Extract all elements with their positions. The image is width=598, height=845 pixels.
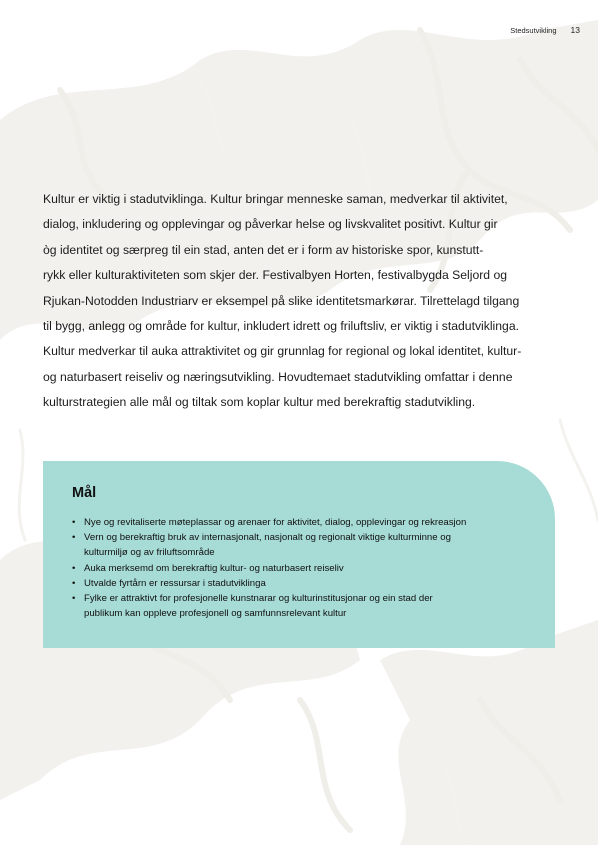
goals-box: [43, 461, 555, 648]
goal-item: [72, 515, 535, 530]
section-title: Stedsutvikling: [510, 26, 557, 35]
bullet-icon: •: [72, 593, 76, 605]
bullet-icon: •: [72, 577, 76, 589]
body-paragraph: [43, 187, 559, 416]
goals-list: [72, 515, 535, 621]
paragraph-line: òg identitet og særpreg til ein stad, anten det er i form av historiske spor, kunstutt-: [43, 242, 484, 257]
goal-item-line: Auka merksemd om berekraftig kultur- og naturbasert reiseliv: [84, 562, 344, 574]
paragraph-line: kulturstrategien alle mål og tiltak som koplar kultur med berekraftig stadutvikling.: [43, 395, 476, 410]
goal-item-line: Nye og revitaliserte møteplassar og arenaer for aktivitet, dialog, opplevingar og rekreasjon: [84, 517, 467, 528]
paragraph-line: og naturbasert reiseliv og næringsutvikling. Hovudtemaet stadutvikling omfattar i denne: [43, 369, 513, 384]
page-number: 13: [570, 25, 580, 35]
goal-item: [72, 576, 535, 591]
goal-item: [72, 591, 535, 621]
paragraph-line: dialog, inkludering og opplevingar og påverkar helse og livskvalitet positivt. Kultur gir: [43, 217, 498, 232]
goal-item: [72, 530, 535, 560]
goal-item-line: Vern og berekraftig bruk av internasjonalt, nasjonalt og regionalt viktige kulturminne og: [84, 532, 451, 544]
paragraph-line: Kultur medverkar til auka attraktivitet og gir grunnlag for regional og lokal identitet, kultur-: [43, 344, 522, 359]
paragraph-line: til bygg, anlegg og område for kultur, inkludert idrett og friluftsliv, er viktig i stadutviklinga.: [43, 319, 519, 334]
bullet-icon: •: [72, 562, 76, 574]
goal-item-line: Utvalde fyrtårn er ressursar i stadutviklinga: [84, 577, 266, 589]
goal-item-line: Fylke er attraktivt for profesjonelle kunstnarar og kulturinstitusjonar og ein stad der: [84, 593, 433, 605]
bullet-icon: •: [72, 517, 76, 528]
goal-item: [72, 561, 535, 576]
goal-item-line: publikum kan oppleve profesjonell og samfunnsrelevant kultur: [84, 608, 347, 620]
page-header: [510, 25, 580, 35]
goals-title: Mål: [72, 485, 97, 501]
paragraph-line: Kultur er viktig i stadutviklinga. Kultur bringar menneske saman, medverkar til aktivitet,: [43, 192, 508, 206]
paragraph-line: rykk eller kulturaktiviteten som skjer der. Festivalbyen Horten, festivalbygda Seljord og: [43, 268, 508, 283]
goal-item-line: kulturmiljø og av friluftsområde: [84, 547, 215, 559]
paragraph-line: Rjukan-Notodden Industriarv er eksempel på slike identitetsmarkørar. Tilrettelagd tilgang: [43, 293, 520, 308]
bullet-icon: •: [72, 532, 76, 544]
